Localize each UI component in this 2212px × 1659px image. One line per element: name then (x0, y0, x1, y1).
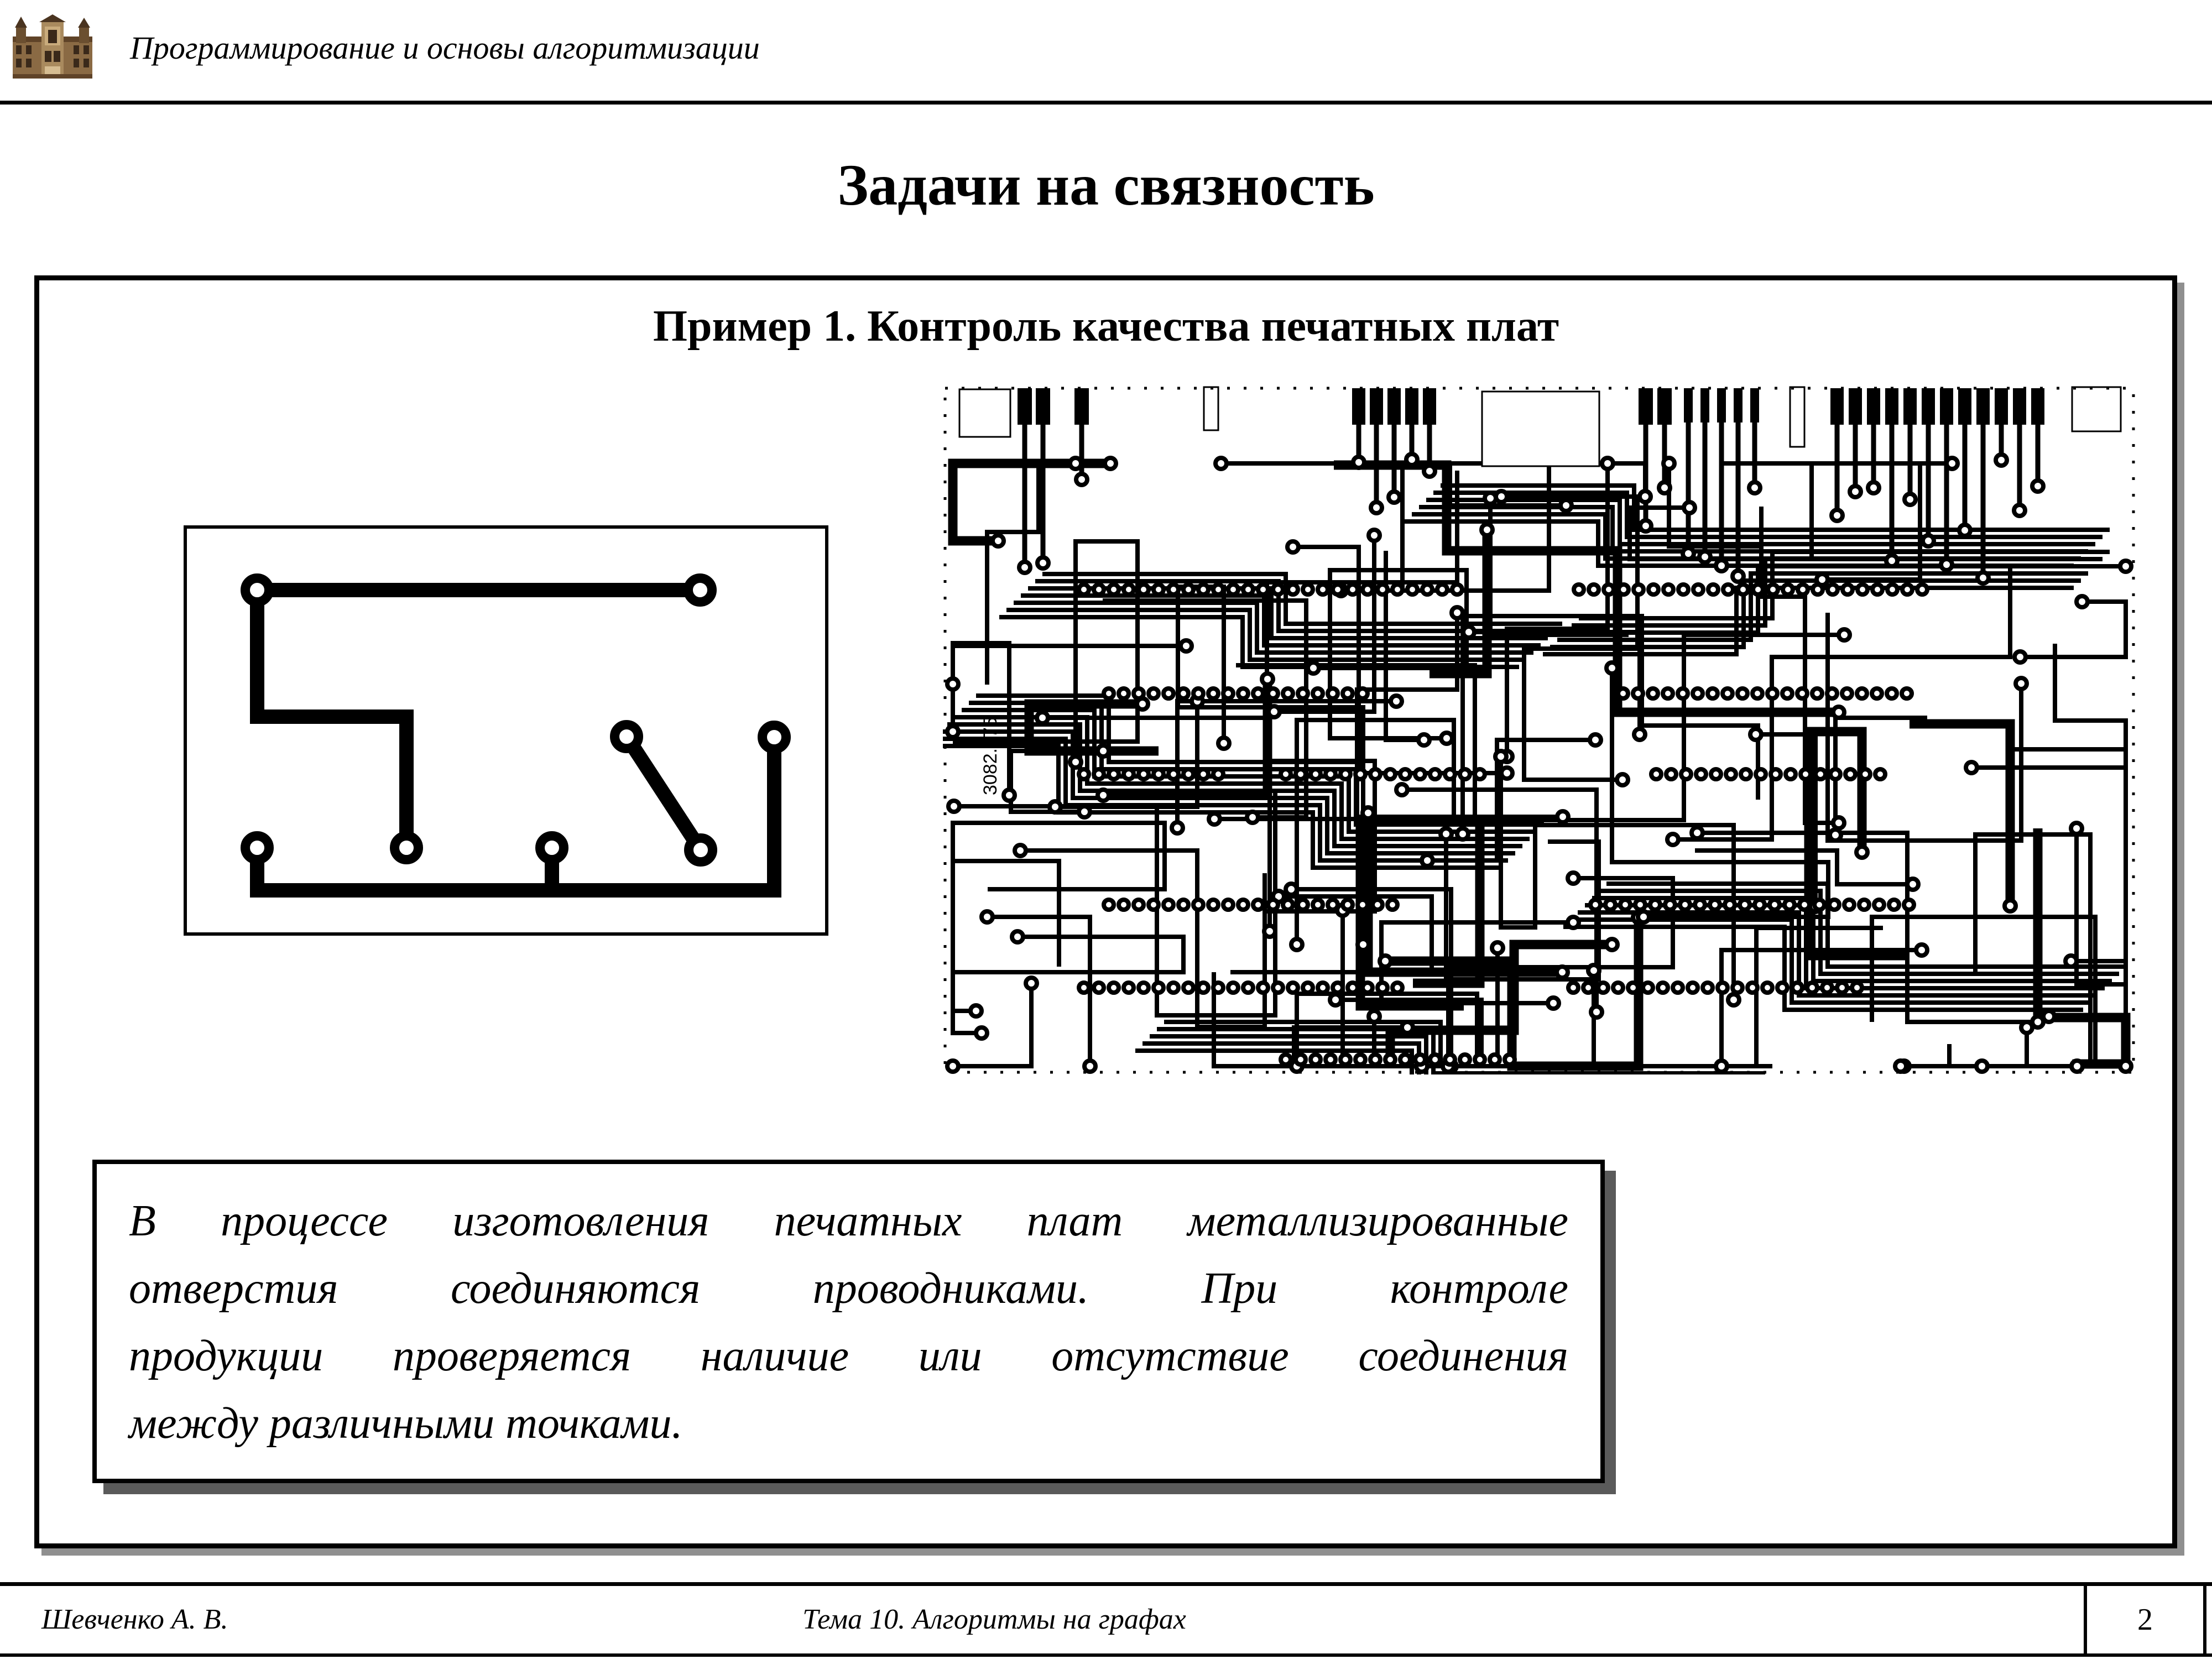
pcb-drawing (943, 386, 2136, 1074)
footer-rule (0, 1582, 2212, 1586)
example-subtitle: Пример 1. Контроль качества печатных плат (653, 302, 1559, 351)
bottom-rule (0, 1653, 2212, 1657)
note-line-1: В процессе изготовления печатных плат металлизированные (129, 1197, 1568, 1245)
pcb-layout-figure (943, 386, 2136, 1074)
footer-topic: Тема 10. Алгоритмы на графах (802, 1604, 1186, 1635)
note-box (92, 1160, 1605, 1483)
footer-author: Шевченко А. В. (41, 1604, 228, 1635)
note-line-4: между различными точками. (129, 1399, 683, 1448)
page-number: 2 (2137, 1603, 2153, 1637)
old-building-photo-icon (8, 14, 97, 81)
course-title: Программирование и основы алгоритмизации (130, 30, 760, 66)
note-line-2: отверстия соединяются проводниками. При контроле (129, 1264, 1568, 1313)
pcb-serial-label: 3082.475 (980, 717, 1001, 795)
slide-title: Задачи на связность (837, 153, 1375, 217)
old-building-graphic (8, 14, 97, 81)
header-rule (0, 101, 2212, 105)
schematic-example-figure (184, 525, 828, 936)
page-number-box (2084, 1586, 2206, 1653)
schematic-drawing (187, 529, 825, 932)
note-line-3: продукции проверяется наличие или отсутствие соединения (129, 1332, 1568, 1380)
